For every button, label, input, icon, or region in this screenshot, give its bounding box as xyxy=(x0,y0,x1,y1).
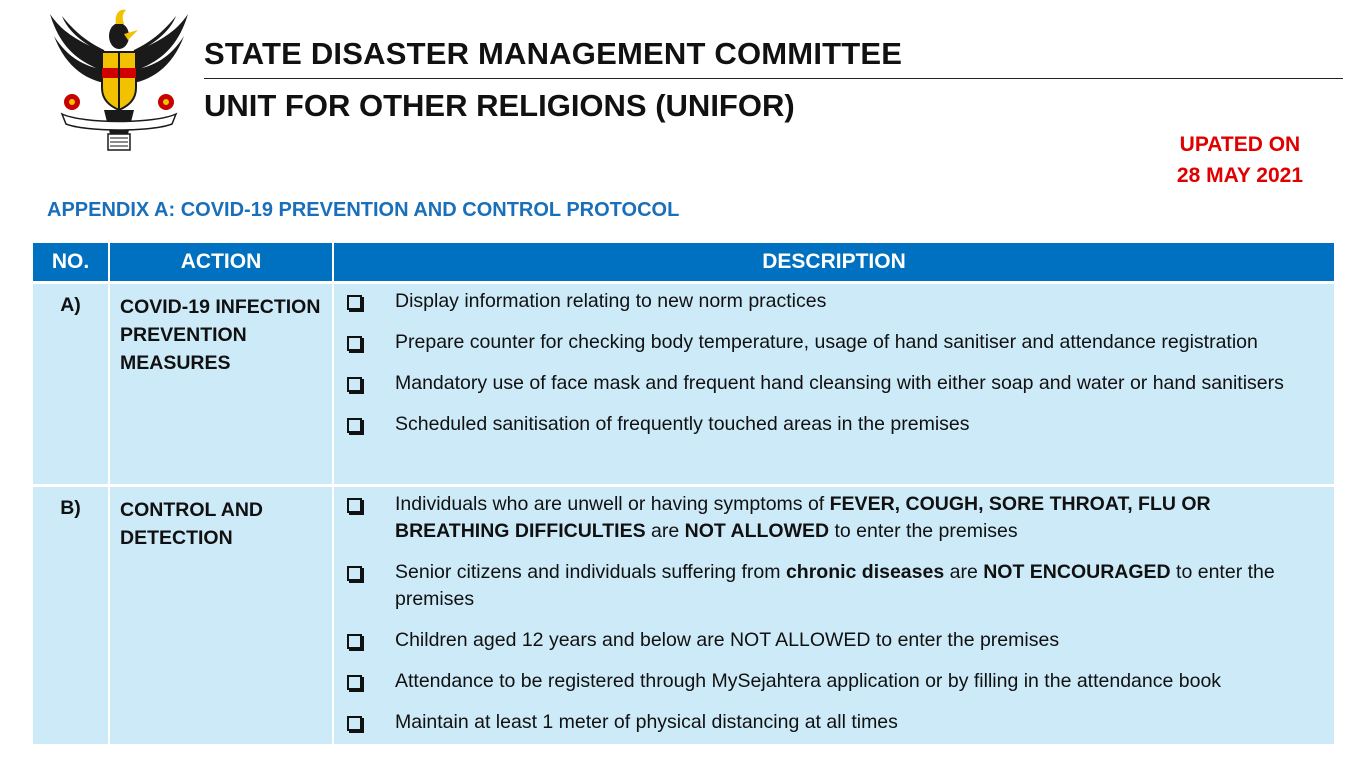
plain-text: are xyxy=(944,561,984,583)
column-header-action: ACTION xyxy=(109,243,333,283)
sarawak-crest-logo xyxy=(44,6,194,154)
updated-notice xyxy=(1177,129,1303,191)
list-item xyxy=(342,329,1322,356)
checkbox-bullet-icon xyxy=(347,498,362,513)
list-item xyxy=(342,288,1322,315)
list-item-text xyxy=(395,491,1322,545)
list-item-text xyxy=(395,329,1258,356)
checkbox-bullet-icon xyxy=(347,336,362,351)
plain-text: to enter the premises xyxy=(395,561,1275,610)
column-header-description: DESCRIPTION xyxy=(333,243,1334,283)
table-row xyxy=(33,486,1334,745)
plain-text: Individuals who are unwell or having symptoms of xyxy=(395,493,830,515)
plain-text: Display information relating to new norm practices xyxy=(395,290,827,312)
emphasis-text: chronic diseases xyxy=(785,561,945,583)
protocol-table xyxy=(33,243,1334,744)
crest-emblem-icon xyxy=(44,6,194,154)
emphasis-text: NOT ALLOWED xyxy=(684,520,830,542)
row-number: B) xyxy=(33,486,109,745)
list-item-text xyxy=(395,709,898,736)
list-item-text xyxy=(395,559,1322,613)
list-item-text xyxy=(395,627,1059,654)
emphasis-text: NOT ENCOURAGED xyxy=(983,561,1171,583)
table-body xyxy=(33,283,1334,745)
updated-date: 28 MAY 2021 xyxy=(1176,164,1303,187)
updated-label: UPATED ON xyxy=(1179,133,1301,156)
plain-text: Attendance to be registered through MySejahtera application or by filling in the attendance book xyxy=(395,670,1222,692)
plain-text: are xyxy=(645,520,685,542)
list-item xyxy=(342,411,1322,438)
plain-text: Senior citizens and individuals suffering from xyxy=(395,561,786,583)
appendix-title: APPENDIX A: COVID-19 PREVENTION AND CONTROL PROTOCOL xyxy=(47,199,680,221)
page-subtitle-unit: UNIT FOR OTHER RELIGIONS (UNIFOR) xyxy=(204,88,795,123)
list-item-text xyxy=(395,370,1284,397)
plain-text: Scheduled sanitisation of frequently touched areas in the premises xyxy=(395,413,970,435)
list-item xyxy=(342,491,1322,545)
checkbox-bullet-icon xyxy=(347,675,362,690)
table-row xyxy=(33,283,1334,486)
checkbox-bullet-icon xyxy=(347,418,362,433)
row-number: A) xyxy=(33,283,109,486)
row-action: CONTROL AND DETECTION xyxy=(109,486,333,745)
list-item xyxy=(342,370,1322,397)
plain-text: to enter the premises xyxy=(829,520,1018,542)
row-description xyxy=(333,486,1334,745)
list-item-text xyxy=(395,411,970,438)
list-item xyxy=(342,627,1322,654)
title-divider xyxy=(204,78,1343,79)
list-item xyxy=(342,559,1322,613)
list-item xyxy=(342,668,1322,695)
checkbox-bullet-icon xyxy=(347,566,362,581)
emphasis-text: FEVER, COUGH, SORE THROAT, FLU OR BREATHING DIFFICULTIES xyxy=(395,493,1211,542)
row-description xyxy=(333,283,1334,486)
list-item-text xyxy=(395,288,826,315)
plain-text: Mandatory use of face mask and frequent hand cleansing with either soap and water or hand sanitisers xyxy=(395,372,1284,394)
plain-text: Maintain at least 1 meter of physical distancing at all times xyxy=(395,711,898,733)
page-title-committee: STATE DISASTER MANAGEMENT COMMITTEE xyxy=(204,36,903,71)
list-item-text xyxy=(395,668,1221,695)
table-header-row xyxy=(33,243,1334,283)
plain-text: Children aged 12 years and below are NOT ALLOWED to enter the premises xyxy=(395,629,1060,651)
checkbox-bullet-icon xyxy=(347,716,362,731)
checkbox-bullet-icon xyxy=(347,377,362,392)
list-item xyxy=(342,709,1322,736)
plain-text: Prepare counter for checking body temperature, usage of hand sanitiser and attendance registration xyxy=(395,331,1258,353)
column-header-no: NO. xyxy=(33,243,109,283)
checkbox-bullet-icon xyxy=(347,295,362,310)
checkbox-bullet-icon xyxy=(347,634,362,649)
row-action: COVID-19 INFECTION PREVENTION MEASURES xyxy=(109,283,333,486)
